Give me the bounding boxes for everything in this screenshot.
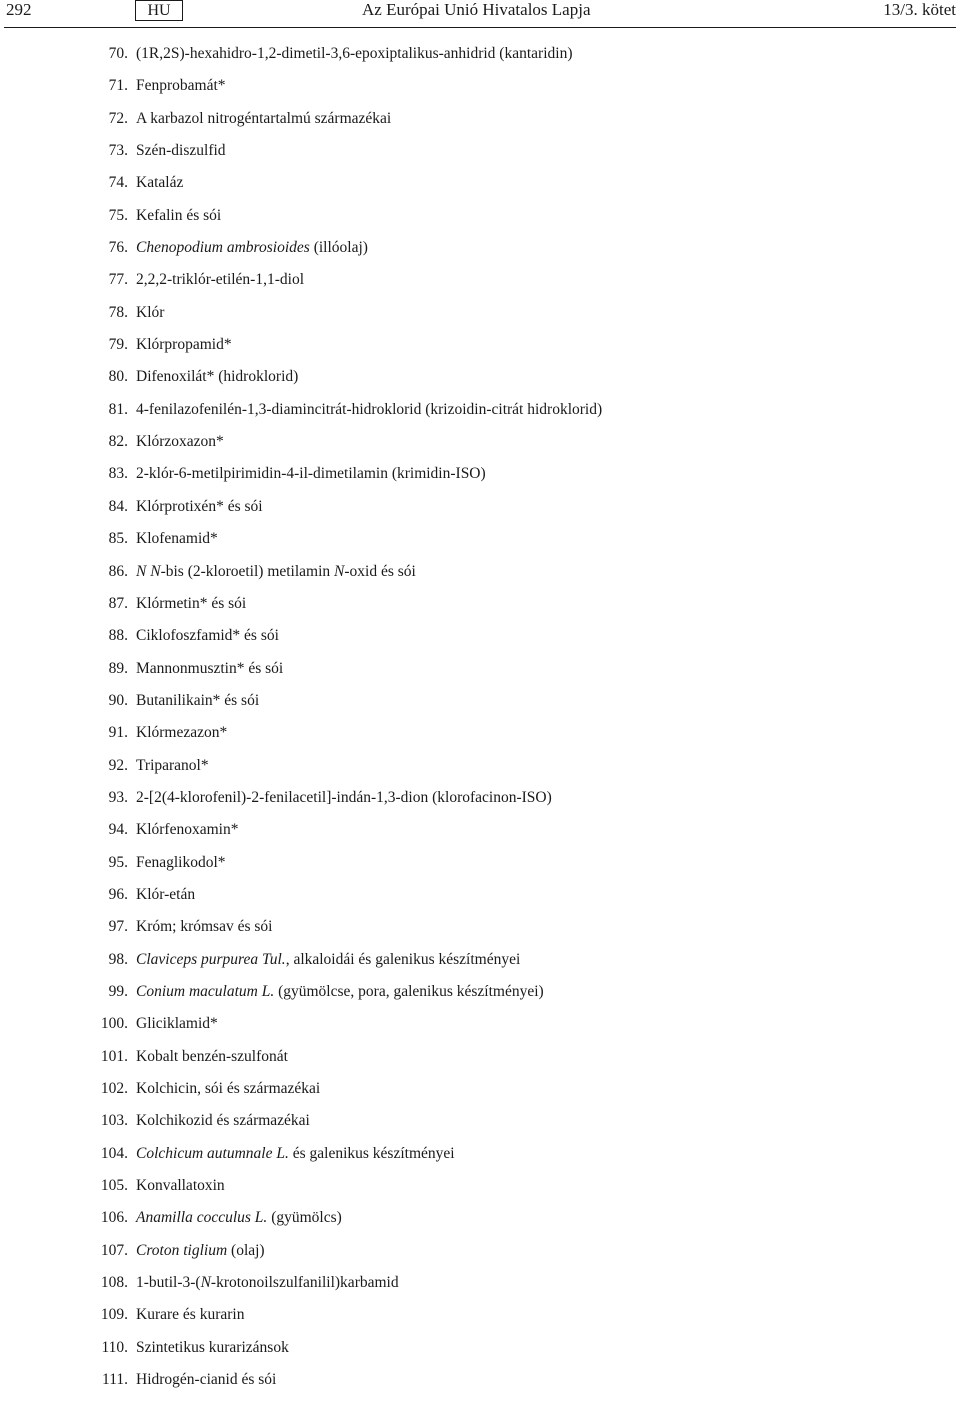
- list-item: [0, 917, 960, 949]
- item-text-italic: N: [200, 1274, 211, 1292]
- item-text-part: 1-butil-3-(: [136, 1274, 201, 1292]
- item-text-part: Mannonmusztin* és sói: [136, 659, 284, 677]
- item-number: 90.: [108, 691, 128, 709]
- item-text-part: 4-fenilazofenilén-1,3-diamincitrát-hidroklorid (krizoidin-citrát hidroklorid): [136, 400, 603, 418]
- language-badge: HU: [135, 0, 183, 21]
- item-text-part: A karbazol nitrogéntartalmú származékai: [136, 109, 392, 127]
- item-text-part: Kolchicin, sói és származékai: [136, 1080, 321, 1097]
- item-number: 99.: [108, 982, 128, 1000]
- list-item: [0, 788, 960, 820]
- item-text-part: Klórmetin* és sói: [136, 594, 247, 612]
- list-item: [0, 529, 960, 561]
- item-number: 104.: [100, 1144, 128, 1162]
- item-text-italic: N: [334, 562, 345, 580]
- item-text-part: -bis (2-kloroetil) metilamin: [160, 562, 335, 580]
- item-number: 97.: [108, 918, 128, 936]
- list-item: [0, 1079, 960, 1111]
- item-text: [136, 950, 520, 970]
- item-number: 85.: [108, 530, 128, 548]
- item-text-part: (1R,2S)-hexahidro-1,2-dimetil-3,6-epoxiptalikus-anhidrid (kantaridin): [136, 45, 573, 62]
- item-text-italic: Conium maculatum L.: [136, 982, 275, 1000]
- item-text-part: Klór: [136, 303, 165, 321]
- list-item: [0, 464, 960, 496]
- item-text: [136, 303, 164, 323]
- list-item: [0, 44, 960, 76]
- list-item: [0, 820, 960, 852]
- list-item: [0, 335, 960, 367]
- item-number: 93.: [108, 788, 128, 806]
- item-number: 102.: [100, 1080, 128, 1097]
- item-text: [136, 723, 227, 743]
- journal-title: Az Európai Unió Hivatalos Lapja: [362, 0, 591, 19]
- list-item: [0, 109, 960, 141]
- item-text-part: Kolchikozid és származékai: [136, 1112, 310, 1130]
- list-item: [0, 885, 960, 917]
- item-text: [136, 270, 304, 290]
- item-text: [136, 1338, 289, 1358]
- item-text-part: 2-klór-6-metilpirimidin-4-il-dimetilamin (krimidin-ISO): [136, 465, 486, 483]
- list-item: [0, 756, 960, 788]
- item-text-part: Klór-etán: [136, 885, 196, 903]
- item-text: [136, 885, 195, 905]
- list-item: [0, 1241, 960, 1273]
- page-header: [0, 0, 960, 30]
- item-number: 77.: [108, 271, 128, 289]
- item-text: [136, 44, 572, 64]
- item-text: [136, 1305, 244, 1325]
- item-text-part: Butanilikain* és sói: [136, 691, 260, 709]
- item-number: 78.: [108, 303, 128, 321]
- item-text-italic: Chenopodium ambrosioides: [136, 239, 310, 257]
- item-number: 81.: [108, 400, 128, 418]
- item-text: [136, 432, 224, 452]
- item-text-italic: Claviceps purpurea Tul.: [136, 950, 286, 968]
- item-text-italic: Anamilla cocculus L.: [136, 1209, 268, 1227]
- list-item: [0, 982, 960, 1014]
- list-item: [0, 626, 960, 658]
- item-text: [136, 1014, 218, 1034]
- list-item: [0, 1370, 960, 1402]
- item-text-part: , alkaloidái és galenikus készítményei: [285, 950, 521, 968]
- item-text-part: Klórmezazon*: [136, 724, 228, 742]
- list-item: [0, 1047, 960, 1079]
- item-text: [136, 464, 486, 484]
- item-text-part: -krotonoilszulfanilil)karbamid: [210, 1274, 399, 1292]
- item-text-part: Kurare és kurarin: [136, 1306, 245, 1324]
- item-number: 108.: [100, 1274, 128, 1292]
- item-text-part: Gliciklamid*: [136, 1015, 218, 1033]
- item-text-part: Klórzoxazon*: [136, 433, 224, 451]
- list-item: [0, 562, 960, 594]
- page-number: 292: [6, 0, 32, 19]
- item-text-part: (gyümölcse, pora, galenikus készítményei): [274, 982, 544, 1000]
- list-item: [0, 432, 960, 464]
- item-number: 100.: [100, 1015, 128, 1033]
- list-item: [0, 1111, 960, 1143]
- item-text: [136, 1370, 276, 1390]
- item-number: 101.: [100, 1047, 128, 1065]
- item-text-part: Konvallatoxin: [136, 1177, 225, 1195]
- item-number: 82.: [108, 433, 128, 451]
- item-text-part: Kefalin és sói: [136, 206, 222, 224]
- item-number: 84.: [108, 497, 128, 515]
- item-number: 106.: [100, 1209, 128, 1227]
- list-item: [0, 1014, 960, 1046]
- item-text: [136, 788, 552, 808]
- item-text: [136, 562, 416, 582]
- list-item: [0, 853, 960, 885]
- item-text: [136, 1208, 342, 1228]
- item-text: [136, 1241, 265, 1261]
- list-item: [0, 400, 960, 432]
- item-number: 80.: [108, 368, 128, 386]
- item-number: 72.: [108, 109, 128, 127]
- item-text-italic: N N: [136, 562, 161, 580]
- item-text: [136, 109, 391, 129]
- list-item: [0, 950, 960, 982]
- item-number: 98.: [108, 950, 128, 968]
- item-number: 88.: [108, 627, 128, 645]
- item-text-part: Klórfenoxamin*: [136, 821, 239, 839]
- item-text: [136, 691, 259, 711]
- item-text-part: Klórprotixén* és sói: [136, 497, 263, 515]
- list-item: [0, 594, 960, 626]
- item-number: 73.: [108, 142, 128, 160]
- item-number: 87.: [108, 594, 128, 612]
- item-text: [136, 917, 272, 937]
- item-text-part: Kobalt benzén-szulfonát: [136, 1047, 288, 1065]
- item-number: 74.: [108, 174, 128, 192]
- item-text-part: Fenprobamát*: [136, 77, 226, 95]
- item-text: [136, 1047, 288, 1067]
- item-text-part: -oxid és sói: [344, 562, 416, 580]
- item-number: 79.: [108, 336, 128, 354]
- list-item: [0, 1176, 960, 1208]
- list-item: [0, 497, 960, 529]
- item-number: 109.: [100, 1306, 128, 1324]
- item-text: [136, 1176, 225, 1196]
- item-number: 91.: [108, 724, 128, 742]
- list-item: [0, 1208, 960, 1240]
- item-text-part: Szintetikus kurarizánsok: [136, 1338, 289, 1356]
- list-item: [0, 1144, 960, 1176]
- list-item: [0, 659, 960, 691]
- item-text: [136, 367, 298, 387]
- list-item: [0, 141, 960, 173]
- item-text-italic: Colchicum autumnale L.: [136, 1144, 289, 1162]
- item-text-part: Ciklofoszfamid* és sói: [136, 627, 279, 645]
- item-text-part: Króm; krómsav és sói: [136, 918, 273, 936]
- item-text: [136, 659, 283, 679]
- item-text-part: (gyümölcs): [267, 1209, 342, 1227]
- item-text-part: (illóolaj): [309, 239, 368, 257]
- item-text: [136, 335, 232, 355]
- item-text-italic: Croton tiglium: [136, 1241, 228, 1259]
- item-number: 94.: [108, 821, 128, 839]
- item-text: [136, 1079, 320, 1099]
- item-text-part: Triparanol*: [136, 756, 209, 774]
- item-number: 70.: [108, 45, 128, 62]
- item-number: 75.: [108, 206, 128, 224]
- item-text: [136, 1144, 455, 1164]
- item-text: [136, 529, 218, 549]
- item-number: 71.: [108, 77, 128, 95]
- item-text-part: Hidrogén-cianid és sói: [136, 1371, 277, 1389]
- list-item: [0, 173, 960, 205]
- item-text-part: Fenaglikodol*: [136, 853, 226, 871]
- item-text-part: Szén-diszulfid: [136, 142, 226, 160]
- item-text-part: Klórpropamid*: [136, 336, 232, 354]
- item-text-part: és galenikus készítményei: [288, 1144, 455, 1162]
- list-item: [0, 723, 960, 755]
- item-text: [136, 853, 226, 873]
- item-number: 96.: [108, 885, 128, 903]
- list-item: [0, 1273, 960, 1305]
- item-text-part: Difenoxilát* (hidroklorid): [136, 368, 299, 386]
- item-number: 92.: [108, 756, 128, 774]
- item-text: [136, 626, 279, 646]
- list-item: [0, 1338, 960, 1370]
- item-text-part: Kataláz: [136, 174, 184, 192]
- item-number: 107.: [100, 1241, 128, 1259]
- substance-list: [0, 44, 960, 1402]
- item-text-part: (olaj): [227, 1241, 265, 1259]
- item-text: [136, 238, 368, 258]
- item-text-part: 2-[2(4-klorofenil)-2-fenilacetil]-indán-1,3-dion (klorofacinon-ISO): [136, 788, 552, 806]
- item-number: 110.: [101, 1338, 128, 1356]
- item-text: [136, 1273, 399, 1293]
- item-text: [136, 756, 209, 776]
- item-text: [136, 982, 544, 1002]
- item-text: [136, 1111, 310, 1131]
- item-text: [136, 497, 263, 517]
- list-item: [0, 691, 960, 723]
- item-number: 95.: [108, 853, 128, 871]
- item-text: [136, 594, 246, 614]
- item-number: 103.: [100, 1112, 128, 1130]
- item-text-part: Klofenamid*: [136, 530, 218, 548]
- item-text-part: 2,2,2-triklór-etilén-1,1-diol: [136, 271, 304, 289]
- list-item: [0, 206, 960, 238]
- item-text: [136, 76, 226, 96]
- volume-label: 13/3. kötet: [883, 0, 956, 19]
- item-number: 76.: [108, 239, 128, 257]
- item-number: 89.: [108, 659, 128, 677]
- item-text: [136, 141, 226, 161]
- list-item: [0, 270, 960, 302]
- item-text: [136, 206, 221, 226]
- list-item: [0, 303, 960, 335]
- list-item: [0, 367, 960, 399]
- item-number: 83.: [108, 465, 128, 483]
- list-item: [0, 238, 960, 270]
- item-number: 111.: [102, 1371, 128, 1389]
- list-item: [0, 1305, 960, 1337]
- item-number: 86.: [108, 562, 128, 580]
- item-text: [136, 400, 602, 420]
- list-item: [0, 76, 960, 108]
- item-text: [136, 820, 238, 840]
- item-text: [136, 173, 183, 193]
- item-number: 105.: [100, 1177, 128, 1195]
- header-rule: [4, 27, 956, 28]
